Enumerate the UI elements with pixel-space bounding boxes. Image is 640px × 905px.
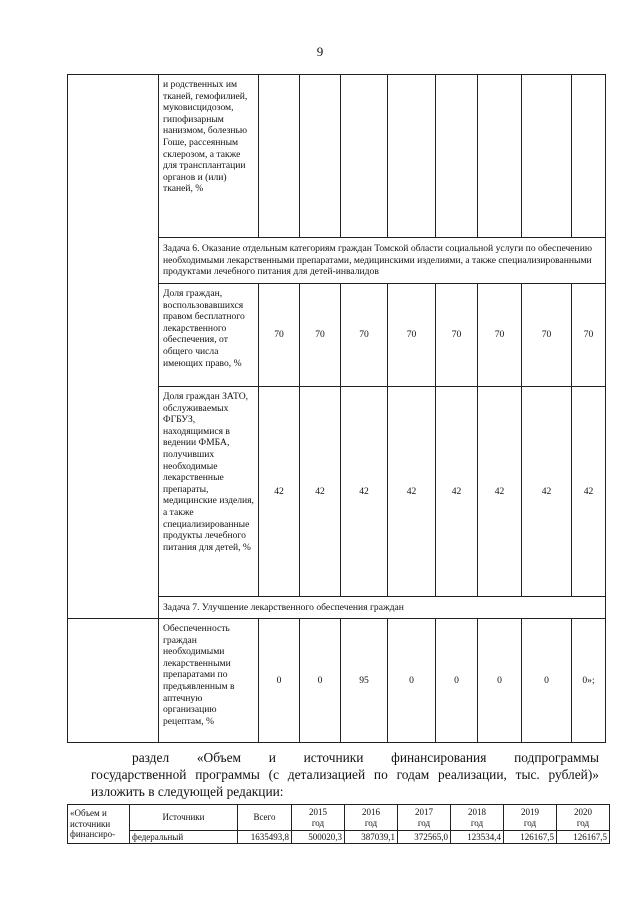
total-cell: 1635493,8 [238,831,292,844]
financing-row [68,831,610,844]
value-cell: 0 [259,619,300,743]
page-number: 9 [316,44,324,59]
year-header: 2019 год [504,805,557,831]
value-cell: 70 [436,284,478,387]
total-header: Всего [238,805,292,831]
financing-left-label: «Объем и источники финансиро- [68,805,130,844]
task-6-heading: Задача 6. Оказание отдельным категориям граждан Томской области социальной услуги по обеспечению необходимыми лекарственными препаратами, медицинскими изделиями, а также специализированными продуктами лечебного питания для детей-инвалидов [159,238,606,284]
value-cell: 0 [522,619,572,743]
indicator-cell: и родственных им тканей, гемофилией, муковисцидозом, гипофизарным нанизмом, болезнью Гоше, рассеянным склерозом, а также для трансплантации органов и (или) тканей, % [159,75,259,238]
value-cell: 0 [388,619,436,743]
value-cell: 70 [300,284,341,387]
value-cell: 70 [341,284,388,387]
value-cell: 95 [341,619,388,743]
indicator-cell: Доля граждан, воспользовавшихся правом бесплатного лекарственного обеспечения, от общего числа имеющих право, % [159,284,259,387]
value-cell: 42 [341,387,388,597]
source-cell: федеральный [130,831,238,844]
value-cell: 123534,4 [451,831,504,844]
value-cell: 42 [572,387,606,597]
task-7-heading: Задача 7. Улучшение лекарственного обеспечения граждан [159,597,606,619]
value-cell: 42 [436,387,478,597]
value-cell: 42 [478,387,522,597]
value-cell: 70 [478,284,522,387]
value-cell: 500020,3 [292,831,345,844]
financing-header-row [68,805,610,831]
table-row [68,75,606,238]
body-paragraph-line-1: раздел «Объем и источники финансирования подпрограммы [132,750,599,765]
value-cell: 42 [388,387,436,597]
indicator-cell: Доля граждан ЗАТО, обслуживаемых ФГБУЗ, находящимися в ведении ФМБА, получивших необходимые лекарственные препараты, медицинские изделия, а также специализированные продукты лечебного питания для детей, % [159,387,259,597]
value-cell: 0»; [572,619,606,743]
indicators-table [67,74,606,743]
value-cell: 387039,1 [345,831,398,844]
financing-table [67,804,610,844]
year-header: 2018 год [451,805,504,831]
value-cell: 42 [300,387,341,597]
value-cell: 42 [522,387,572,597]
indicator-cell: Обеспеченность граждан необходимыми лекарственными препаратами по предъявленным в аптечную организацию рецептам, % [159,619,259,743]
value-cell: 70 [572,284,606,387]
value-cell: 70 [522,284,572,387]
year-header: 2015 год [292,805,345,831]
value-cell: 70 [388,284,436,387]
table-row [68,619,606,743]
body-paragraph-line-2: государственной программы (с детализацией по годам реализации, тыс. рублей)» [91,767,599,782]
value-cell: 0 [300,619,341,743]
body-paragraph-line-3: изложить в следующей редакции: [91,784,284,799]
year-header: 2017 год [398,805,451,831]
year-header: 2016 год [345,805,398,831]
value-cell: 126167,5 [504,831,557,844]
value-cell: 0 [436,619,478,743]
value-cell: 372565,0 [398,831,451,844]
value-cell: 70 [259,284,300,387]
year-header: 2020 год [557,805,610,831]
sources-header: Источники [130,805,238,831]
value-cell: 42 [259,387,300,597]
value-cell: 0 [478,619,522,743]
value-cell: 126167,5 [557,831,610,844]
